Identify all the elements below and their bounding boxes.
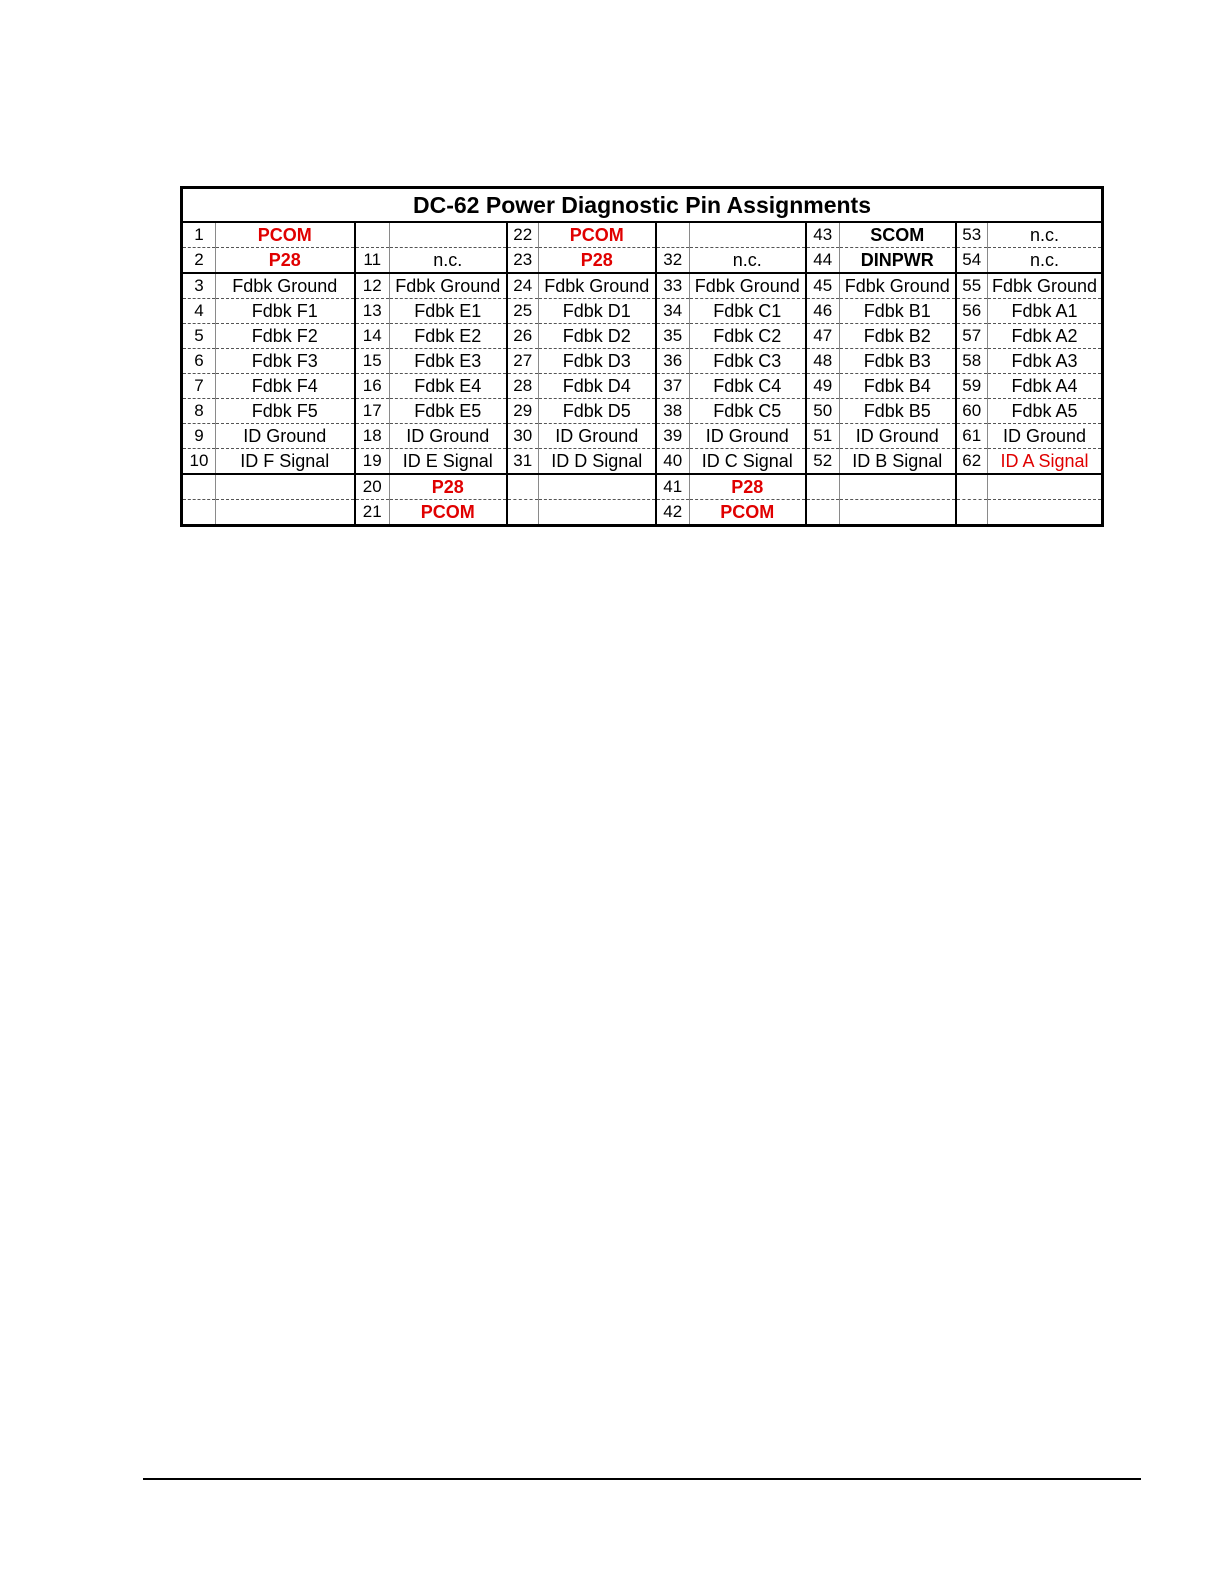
pin-signal: Fdbk D4 bbox=[539, 374, 656, 399]
pin-signal bbox=[690, 222, 806, 248]
pin-number: 49 bbox=[806, 374, 840, 399]
pin-number: 23 bbox=[507, 248, 539, 274]
pin-signal bbox=[840, 474, 956, 500]
table-row bbox=[182, 500, 1103, 526]
pin-signal: P28 bbox=[216, 248, 355, 274]
pin-signal bbox=[216, 500, 355, 526]
pin-signal: PCOM bbox=[690, 500, 806, 526]
pin-number: 33 bbox=[656, 273, 690, 299]
pin-number: 18 bbox=[355, 424, 390, 449]
pin-number: 48 bbox=[806, 349, 840, 374]
pin-number: 38 bbox=[656, 399, 690, 424]
pin-number: 27 bbox=[507, 349, 539, 374]
pin-number: 35 bbox=[656, 324, 690, 349]
pin-signal: Fdbk F2 bbox=[216, 324, 355, 349]
pin-number: 43 bbox=[806, 222, 840, 248]
pin-signal: Fdbk D2 bbox=[539, 324, 656, 349]
pin-number: 22 bbox=[507, 222, 539, 248]
table-row bbox=[182, 424, 1103, 449]
pin-signal bbox=[840, 500, 956, 526]
pin-signal: Fdbk A4 bbox=[988, 374, 1103, 399]
pin-number: 10 bbox=[182, 449, 216, 475]
pin-signal: Fdbk Ground bbox=[690, 273, 806, 299]
table-row bbox=[182, 324, 1103, 349]
pin-number: 21 bbox=[355, 500, 390, 526]
pin-signal: ID Ground bbox=[988, 424, 1103, 449]
pin-number bbox=[355, 222, 390, 248]
pin-number: 20 bbox=[355, 474, 390, 500]
pin-number bbox=[656, 222, 690, 248]
pin-signal: ID D Signal bbox=[539, 449, 656, 475]
pin-signal: Fdbk Ground bbox=[216, 273, 355, 299]
table-title: DC-62 Power Diagnostic Pin Assignments bbox=[182, 188, 1103, 223]
pin-number: 26 bbox=[507, 324, 539, 349]
table-row bbox=[182, 449, 1103, 475]
pin-signal: P28 bbox=[390, 474, 507, 500]
pin-number: 25 bbox=[507, 299, 539, 324]
pin-signal: Fdbk A1 bbox=[988, 299, 1103, 324]
pin-signal: Fdbk E2 bbox=[390, 324, 507, 349]
pin-signal: Fdbk F3 bbox=[216, 349, 355, 374]
pin-signal bbox=[988, 474, 1103, 500]
pin-number: 51 bbox=[806, 424, 840, 449]
pin-number: 9 bbox=[182, 424, 216, 449]
pin-signal bbox=[988, 500, 1103, 526]
pin-signal: PCOM bbox=[390, 500, 507, 526]
pin-signal: Fdbk B4 bbox=[840, 374, 956, 399]
pin-signal: n.c. bbox=[988, 248, 1103, 274]
pin-number: 36 bbox=[656, 349, 690, 374]
pin-signal: Fdbk B1 bbox=[840, 299, 956, 324]
pin-number: 62 bbox=[956, 449, 988, 475]
pin-number: 54 bbox=[956, 248, 988, 274]
table-row bbox=[182, 349, 1103, 374]
pin-signal: Fdbk A2 bbox=[988, 324, 1103, 349]
pin-signal: Fdbk C4 bbox=[690, 374, 806, 399]
pin-signal: ID F Signal bbox=[216, 449, 355, 475]
pin-number: 52 bbox=[806, 449, 840, 475]
pin-signal: Fdbk E4 bbox=[390, 374, 507, 399]
pin-number: 40 bbox=[656, 449, 690, 475]
table-row bbox=[182, 273, 1103, 299]
table-row bbox=[182, 248, 1103, 274]
pin-number: 47 bbox=[806, 324, 840, 349]
pin-assignment-table bbox=[180, 186, 1104, 527]
pin-signal: P28 bbox=[539, 248, 656, 274]
pin-signal: Fdbk C5 bbox=[690, 399, 806, 424]
pin-number: 19 bbox=[355, 449, 390, 475]
pin-signal: Fdbk C2 bbox=[690, 324, 806, 349]
pin-number: 39 bbox=[656, 424, 690, 449]
pin-signal: PCOM bbox=[539, 222, 656, 248]
pin-signal: Fdbk F1 bbox=[216, 299, 355, 324]
pin-signal: Fdbk C3 bbox=[690, 349, 806, 374]
pin-signal: ID C Signal bbox=[690, 449, 806, 475]
pin-number: 28 bbox=[507, 374, 539, 399]
pin-number: 3 bbox=[182, 273, 216, 299]
pin-number: 58 bbox=[956, 349, 988, 374]
pin-signal: Fdbk B2 bbox=[840, 324, 956, 349]
pin-number: 12 bbox=[355, 273, 390, 299]
pin-number: 50 bbox=[806, 399, 840, 424]
pin-signal bbox=[539, 500, 656, 526]
pin-signal: Fdbk Ground bbox=[840, 273, 956, 299]
pin-number bbox=[507, 474, 539, 500]
pin-signal: Fdbk A3 bbox=[988, 349, 1103, 374]
pin-number: 42 bbox=[656, 500, 690, 526]
pin-number: 45 bbox=[806, 273, 840, 299]
pin-signal: ID Ground bbox=[539, 424, 656, 449]
pin-signal: Fdbk D1 bbox=[539, 299, 656, 324]
pin-number: 24 bbox=[507, 273, 539, 299]
pin-number: 15 bbox=[355, 349, 390, 374]
pin-number: 59 bbox=[956, 374, 988, 399]
pin-signal: Fdbk B5 bbox=[840, 399, 956, 424]
pin-number: 2 bbox=[182, 248, 216, 274]
pin-number: 34 bbox=[656, 299, 690, 324]
pin-signal: SCOM bbox=[840, 222, 956, 248]
pin-signal: ID Ground bbox=[216, 424, 355, 449]
pin-number: 7 bbox=[182, 374, 216, 399]
pin-number bbox=[806, 474, 840, 500]
pin-signal: n.c. bbox=[988, 222, 1103, 248]
table-row bbox=[182, 299, 1103, 324]
pin-number: 4 bbox=[182, 299, 216, 324]
pin-number: 32 bbox=[656, 248, 690, 274]
pin-number bbox=[806, 500, 840, 526]
pin-number: 41 bbox=[656, 474, 690, 500]
pin-signal: n.c. bbox=[390, 248, 507, 274]
pin-signal: ID E Signal bbox=[390, 449, 507, 475]
table-row bbox=[182, 399, 1103, 424]
pin-signal bbox=[390, 222, 507, 248]
pin-table-body bbox=[182, 222, 1103, 526]
pin-number: 6 bbox=[182, 349, 216, 374]
pin-signal bbox=[216, 474, 355, 500]
pin-signal: Fdbk Ground bbox=[988, 273, 1103, 299]
pin-number: 16 bbox=[355, 374, 390, 399]
pin-signal: ID A Signal bbox=[988, 449, 1103, 475]
pin-number: 37 bbox=[656, 374, 690, 399]
pin-signal: Fdbk A5 bbox=[988, 399, 1103, 424]
pin-number bbox=[956, 500, 988, 526]
pin-signal: PCOM bbox=[216, 222, 355, 248]
table-row bbox=[182, 374, 1103, 399]
pin-number: 60 bbox=[956, 399, 988, 424]
pin-signal: ID Ground bbox=[840, 424, 956, 449]
pin-signal: Fdbk Ground bbox=[390, 273, 507, 299]
pin-signal: n.c. bbox=[690, 248, 806, 274]
pin-number: 1 bbox=[182, 222, 216, 248]
pin-number: 55 bbox=[956, 273, 988, 299]
pin-number: 17 bbox=[355, 399, 390, 424]
pin-number: 5 bbox=[182, 324, 216, 349]
footer-rule bbox=[143, 1478, 1141, 1480]
pin-number: 14 bbox=[355, 324, 390, 349]
pin-signal: ID B Signal bbox=[840, 449, 956, 475]
pin-number bbox=[956, 474, 988, 500]
pin-signal: Fdbk F5 bbox=[216, 399, 355, 424]
pin-number: 57 bbox=[956, 324, 988, 349]
pin-number bbox=[182, 474, 216, 500]
pin-number: 8 bbox=[182, 399, 216, 424]
pin-number: 53 bbox=[956, 222, 988, 248]
pin-number: 30 bbox=[507, 424, 539, 449]
pin-signal: Fdbk D5 bbox=[539, 399, 656, 424]
pin-signal: Fdbk E3 bbox=[390, 349, 507, 374]
pin-signal: P28 bbox=[690, 474, 806, 500]
pin-signal: Fdbk C1 bbox=[690, 299, 806, 324]
table-row bbox=[182, 222, 1103, 248]
pin-signal: Fdbk B3 bbox=[840, 349, 956, 374]
table-row bbox=[182, 474, 1103, 500]
pin-number: 61 bbox=[956, 424, 988, 449]
pin-signal bbox=[539, 474, 656, 500]
pin-number: 46 bbox=[806, 299, 840, 324]
pin-signal: Fdbk D3 bbox=[539, 349, 656, 374]
pin-number: 31 bbox=[507, 449, 539, 475]
pin-number bbox=[182, 500, 216, 526]
pin-number: 56 bbox=[956, 299, 988, 324]
pin-signal: ID Ground bbox=[690, 424, 806, 449]
pin-number: 13 bbox=[355, 299, 390, 324]
pin-number: 11 bbox=[355, 248, 390, 274]
pin-signal: DINPWR bbox=[840, 248, 956, 274]
pin-signal: Fdbk Ground bbox=[539, 273, 656, 299]
pin-number: 44 bbox=[806, 248, 840, 274]
pin-number bbox=[507, 500, 539, 526]
pin-number: 29 bbox=[507, 399, 539, 424]
pin-signal: ID Ground bbox=[390, 424, 507, 449]
pin-signal: Fdbk E5 bbox=[390, 399, 507, 424]
pin-signal: Fdbk F4 bbox=[216, 374, 355, 399]
pin-signal: Fdbk E1 bbox=[390, 299, 507, 324]
